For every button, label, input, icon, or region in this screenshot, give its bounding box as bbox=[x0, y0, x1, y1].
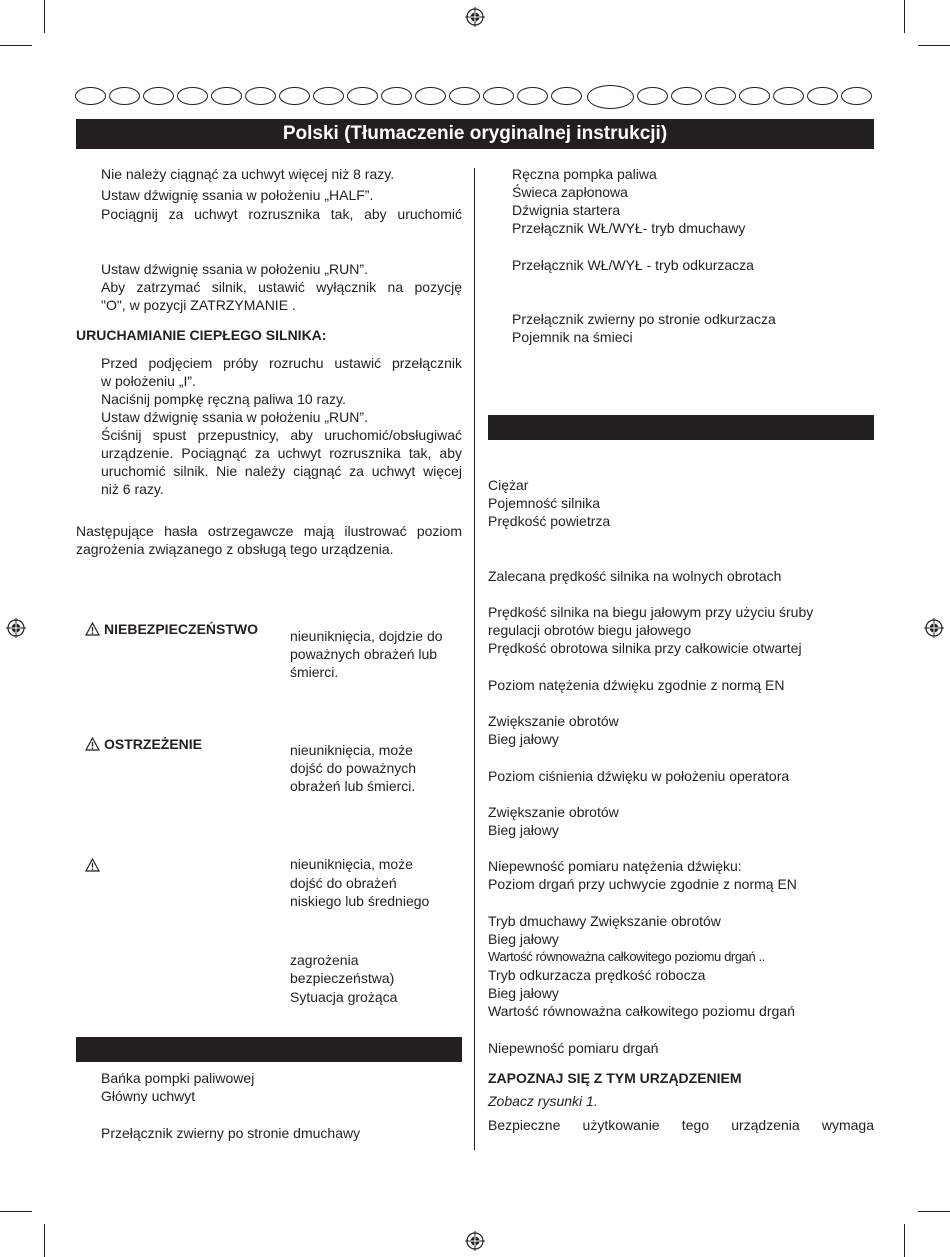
signal-description: zagrożenia bbox=[290, 952, 359, 968]
body-text: "O", w pozycji ZATRZYMANIE . bbox=[101, 297, 296, 313]
part-item: Bańka pompki paliwowej bbox=[101, 1070, 255, 1086]
part-item: Przełącznik zwierny po stronie odkurzacza bbox=[512, 311, 776, 327]
language-oval bbox=[773, 87, 804, 105]
caution-signal-label bbox=[85, 856, 104, 874]
language-oval bbox=[211, 87, 242, 105]
crop-mark bbox=[0, 45, 32, 46]
figure-reference: Zobacz rysunki 1. bbox=[488, 1093, 598, 1109]
signal-description: dojść do poważnych bbox=[290, 760, 417, 776]
warning-triangle-icon bbox=[85, 737, 100, 751]
registration-mark-icon bbox=[924, 618, 944, 638]
part-item: Świeca zapłonowa bbox=[512, 184, 628, 200]
spec-label: Wartość równoważna całkowitego poziomu drgań bbox=[488, 1003, 795, 1019]
spec-label: Bieg jałowy bbox=[488, 931, 559, 947]
language-oval bbox=[177, 87, 208, 105]
body-text: zagrożenia związanego z obsługą tego urządzenia. bbox=[76, 541, 394, 557]
language-oval bbox=[449, 87, 480, 105]
language-tab-ovals bbox=[74, 85, 874, 109]
language-oval bbox=[245, 87, 276, 105]
signal-description: niskiego lub średniego bbox=[290, 893, 430, 909]
spec-label: Tryb dmuchawy Zwiększanie obrotów bbox=[488, 913, 721, 929]
signal-description: bezpieczeństwa) bbox=[290, 970, 395, 986]
section-heading: URUCHAMIANIE CIEPŁEGO SILNIKA: bbox=[76, 327, 327, 343]
warning-triangle-icon bbox=[85, 858, 100, 872]
language-oval bbox=[347, 87, 378, 105]
section-heading: ZAPOZNAJ SIĘ Z TYM URZĄDZENIEM bbox=[488, 1070, 742, 1086]
spec-label: Zalecana prędkość silnika na wolnych obrotach bbox=[488, 568, 782, 584]
signal-description: śmierci. bbox=[290, 664, 339, 680]
spec-label: Ciężar bbox=[488, 477, 529, 493]
page-title: Polski (Tłumaczenie oryginalnej instrukcji) bbox=[76, 119, 874, 149]
crop-mark bbox=[904, 0, 905, 33]
body-text: Ustaw dźwignię ssania w położeniu „RUN”. bbox=[101, 409, 368, 425]
language-oval bbox=[841, 87, 872, 105]
part-item: Pojemnik na śmieci bbox=[512, 329, 633, 345]
spec-label: Zwiększanie obrotów bbox=[488, 804, 619, 820]
spec-label: regulacji obrotów biegu jałowego bbox=[488, 622, 692, 638]
part-item: Przełącznik WŁ/WYŁ - tryb odkurzacza bbox=[512, 257, 754, 273]
spec-label: Wartość równoważna całkowitego poziomu drgań .. bbox=[488, 949, 765, 964]
section-header-bar bbox=[488, 415, 874, 440]
body-text: Następujące hasła ostrzegawcze mają ilustrować poziom bbox=[76, 523, 462, 539]
language-oval bbox=[381, 87, 412, 105]
warning-triangle-icon bbox=[85, 622, 100, 636]
spec-label: Bieg jałowy bbox=[488, 731, 559, 747]
registration-mark-icon bbox=[6, 618, 26, 638]
signal-description: dojść do obrażeń bbox=[290, 875, 397, 891]
column-divider bbox=[474, 168, 475, 1150]
language-oval bbox=[705, 87, 736, 105]
spec-label: Prędkość powietrza bbox=[488, 513, 611, 529]
signal-word: OSTRZEŻENIE bbox=[104, 736, 203, 752]
spec-label: Prędkość silnika na biegu jałowym przy użyciu śruby bbox=[488, 604, 814, 620]
part-item: Ręczna pompka paliwa bbox=[512, 166, 657, 182]
body-text: Przed podjęciem próby rozruchu ustawić przełącznik bbox=[101, 355, 462, 371]
signal-description: obrażeń lub śmierci. bbox=[290, 778, 416, 794]
crop-mark bbox=[44, 0, 45, 33]
crop-mark bbox=[44, 1224, 45, 1257]
crop-mark bbox=[0, 1211, 32, 1212]
spec-label: Poziom drgań przy uchwycie zgodnie z normą EN bbox=[488, 876, 797, 892]
language-oval bbox=[143, 87, 174, 105]
spec-label: Tryb odkurzacza prędkość robocza bbox=[488, 967, 706, 983]
language-oval-active bbox=[587, 85, 634, 109]
language-oval bbox=[483, 87, 514, 105]
part-item: Dźwignia startera bbox=[512, 202, 621, 218]
language-oval bbox=[637, 87, 668, 105]
language-oval bbox=[415, 87, 446, 105]
language-oval bbox=[109, 87, 140, 105]
spec-label: Niepewność pomiaru natężenia dźwięku: bbox=[488, 858, 742, 874]
body-text: w położeniu „I”. bbox=[101, 373, 196, 389]
spec-label: Prędkość obrotowa silnika przy całkowicie otwartej bbox=[488, 640, 802, 656]
body-text: Bezpieczne użytkowanie tego urządzenia wymaga bbox=[488, 1117, 874, 1133]
language-oval bbox=[739, 87, 770, 105]
language-oval bbox=[671, 87, 702, 105]
part-item: Główny uchwyt bbox=[101, 1088, 196, 1104]
body-text: Naciśnij pompkę ręczną paliwa 10 razy. bbox=[101, 391, 346, 407]
spec-label: Pojemność silnika bbox=[488, 495, 601, 511]
warning-signal-label bbox=[85, 735, 202, 753]
language-oval bbox=[313, 87, 344, 105]
spec-label: Bieg jałowy bbox=[488, 985, 559, 1001]
section-header-bar bbox=[76, 1037, 462, 1062]
language-oval bbox=[279, 87, 310, 105]
body-text: uruchomić silnik. Nie należy ciągnąć za uchwyt więcej bbox=[101, 463, 462, 479]
signal-description: nieuniknięcia, dojdzie do bbox=[290, 628, 443, 644]
body-text: urządzenie. Pociągnąć za uchwyt rozrusznika tak, aby bbox=[101, 445, 462, 461]
signal-word: NIEBEZPIECZEŃSTWO bbox=[104, 621, 259, 637]
crop-mark bbox=[918, 1211, 950, 1212]
body-text: Nie należy ciągnąć za uchwyt więcej niż 8 razy. bbox=[101, 166, 395, 182]
body-text: Ustaw dźwignię ssania w położeniu „HALF”. bbox=[101, 187, 374, 203]
spec-label: Zwiększanie obrotów bbox=[488, 713, 619, 729]
registration-mark-icon bbox=[465, 1231, 485, 1251]
signal-description: poważnych obrażeń lub bbox=[290, 646, 438, 662]
body-text: Aby zatrzymać silnik, ustawić wyłącznik na pozycję bbox=[101, 279, 462, 295]
part-item: Przełącznik zwierny po stronie dmuchawy bbox=[101, 1125, 361, 1141]
crop-mark bbox=[918, 45, 950, 46]
spec-label: Poziom natężenia dźwięku zgodnie z normą EN bbox=[488, 677, 785, 693]
language-oval bbox=[807, 87, 838, 105]
signal-description: Sytuacja grożąca bbox=[290, 989, 398, 1005]
spec-label: Niepewność pomiaru drgań bbox=[488, 1040, 659, 1056]
part-item: Przełącznik WŁ/WYŁ- tryb dmuchawy bbox=[512, 220, 746, 236]
language-oval bbox=[517, 87, 548, 105]
body-text: niż 6 razy. bbox=[101, 481, 164, 497]
spec-label: Bieg jałowy bbox=[488, 822, 559, 838]
language-oval bbox=[551, 87, 582, 105]
danger-signal-label bbox=[85, 620, 258, 638]
signal-description: nieuniknięcia, może bbox=[290, 742, 413, 758]
signal-description: nieuniknięcia, może bbox=[290, 856, 413, 872]
body-text: Ustaw dźwignię ssania w położeniu „RUN”. bbox=[101, 261, 368, 277]
registration-mark-icon bbox=[465, 7, 485, 27]
crop-mark bbox=[904, 1224, 905, 1257]
spec-label: Poziom ciśnienia dźwięku w położeniu operatora bbox=[488, 768, 790, 784]
body-text: Ściśnij spust przepustnicy, aby uruchomić/obsługiwać bbox=[101, 427, 462, 443]
body-text: Pociągnij za uchwyt rozrusznika tak, aby uruchomić bbox=[101, 206, 462, 222]
language-oval bbox=[75, 87, 106, 105]
